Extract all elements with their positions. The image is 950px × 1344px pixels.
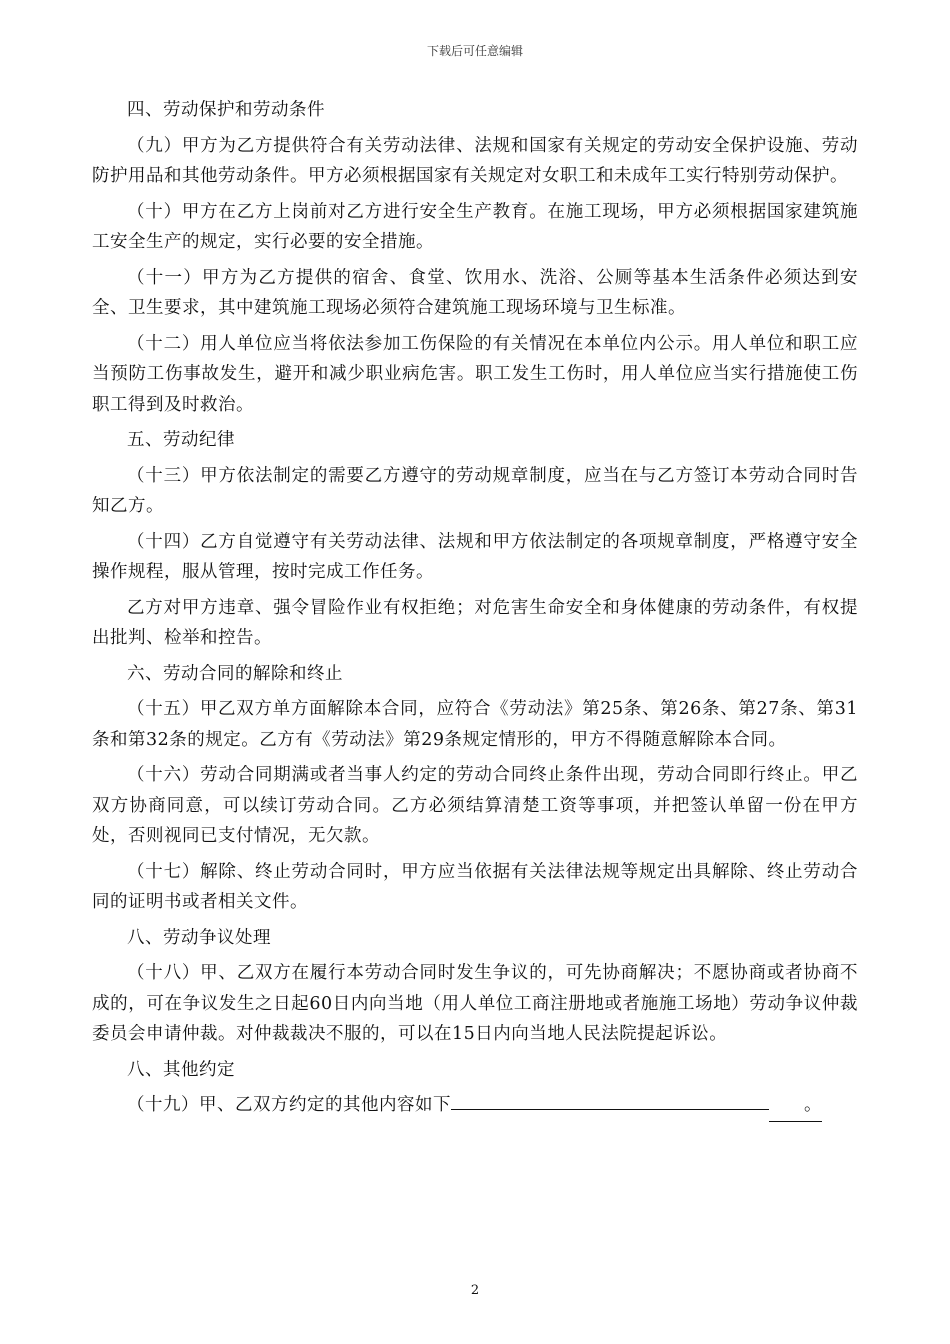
document-body: [92, 95, 858, 1127]
clause-11: （十一）甲方为乙方提供的宿舍、食堂、饮用水、洗浴、公厕等基本生活条件必须达到安全、卫生要求，其中建筑施工现场必须符合建筑施工现场环境与卫生标准。: [92, 267, 858, 318]
section-8-title: 八、劳动争议处理: [127, 927, 271, 948]
section-5-title: 五、劳动纪律: [127, 430, 235, 450]
section-6-title: 六、劳动合同的解除和终止: [127, 663, 343, 684]
page-number: 2: [470, 1283, 480, 1298]
clause-17: （十七）解除、终止劳动合同时，甲方应当依据有关法律法规等规定出具解除、终止劳动合同的证明书或者相关文件。: [92, 861, 858, 912]
clause-15: （十五）甲乙双方单方面解除本合同，应符合《劳动法》第25条、第26条、第27条、第31条和第32条的规定。乙方有《劳动法》第29条规定情形的，甲方不得随意解除本合同。: [92, 699, 858, 750]
clause-14-continued: 乙方对甲方违章、强令冒险作业有权拒绝；对危害生命安全和身体健康的劳动条件，有权提出批判、检举和控告。: [92, 597, 858, 648]
section-other-title: 八、其他约定: [127, 1059, 235, 1080]
page-header: 下载后可任意编辑: [426, 44, 523, 58]
clause-16: （十六）劳动合同期满或者当事人约定的劳动合同终止条件出现，劳动合同即行终止。甲乙双方协商同意，可以续订劳动合同。乙方必须结算清楚工资等事项，并把签认单留一份在甲方处，否则视同已支付情况，无欠款。: [92, 765, 858, 846]
clause-19-text: （十九）甲、乙双方约定的其他内容如下: [127, 1095, 451, 1115]
clause-18: （十八）甲、乙双方在履行本劳动合同时发生争议的，可先协商解决；不愿协商或者协商不成的，可在争议发生之日起60日内向当地（用人单位工商注册地或者施施工场地）劳动争议仲裁委员会申请仲裁。对仲裁裁决不服的，可以在15日内向当地人民法院提起诉讼。: [92, 963, 858, 1044]
clause-19: [92, 1090, 858, 1122]
clause-9: （九）甲方为乙方提供符合有关劳动法律、法规和国家有关规定的劳动安全保护设施、劳动防护用品和其他劳动条件。甲方必须根据国家有关规定对女职工和未成年工实行特别劳动保护。: [92, 135, 858, 186]
clause-12: （十二）用人单位应当将依法参加工伤保险的有关情况在本单位内公示。用人单位和职工应当预防工伤事故发生，避开和减少职业病危害。职工发生工伤时，用人单位应当实行措施使工伤职工得到及时救治。: [92, 333, 858, 415]
fill-in-blank-line: [451, 1091, 769, 1110]
clause-10: （十）甲方在乙方上岗前对乙方进行安全生产教育。在施工现场，甲方必须根据国家建筑施工安全生产的规定，实行必要的安全措施。: [92, 201, 858, 252]
clause-13: （十三）甲方依法制定的需要乙方遵守的劳动规章制度，应当在与乙方签订本劳动合同时告知乙方。: [92, 465, 858, 516]
clause-19-end: 。: [769, 1090, 822, 1122]
section-4-title: 四、劳动保护和劳动条件: [127, 100, 325, 120]
clause-14: （十四）乙方自觉遵守有关劳动法律、法规和甲方依法制定的各项规章制度，严格遵守安全操作规程，服从管理，按时完成工作任务。: [92, 531, 858, 582]
